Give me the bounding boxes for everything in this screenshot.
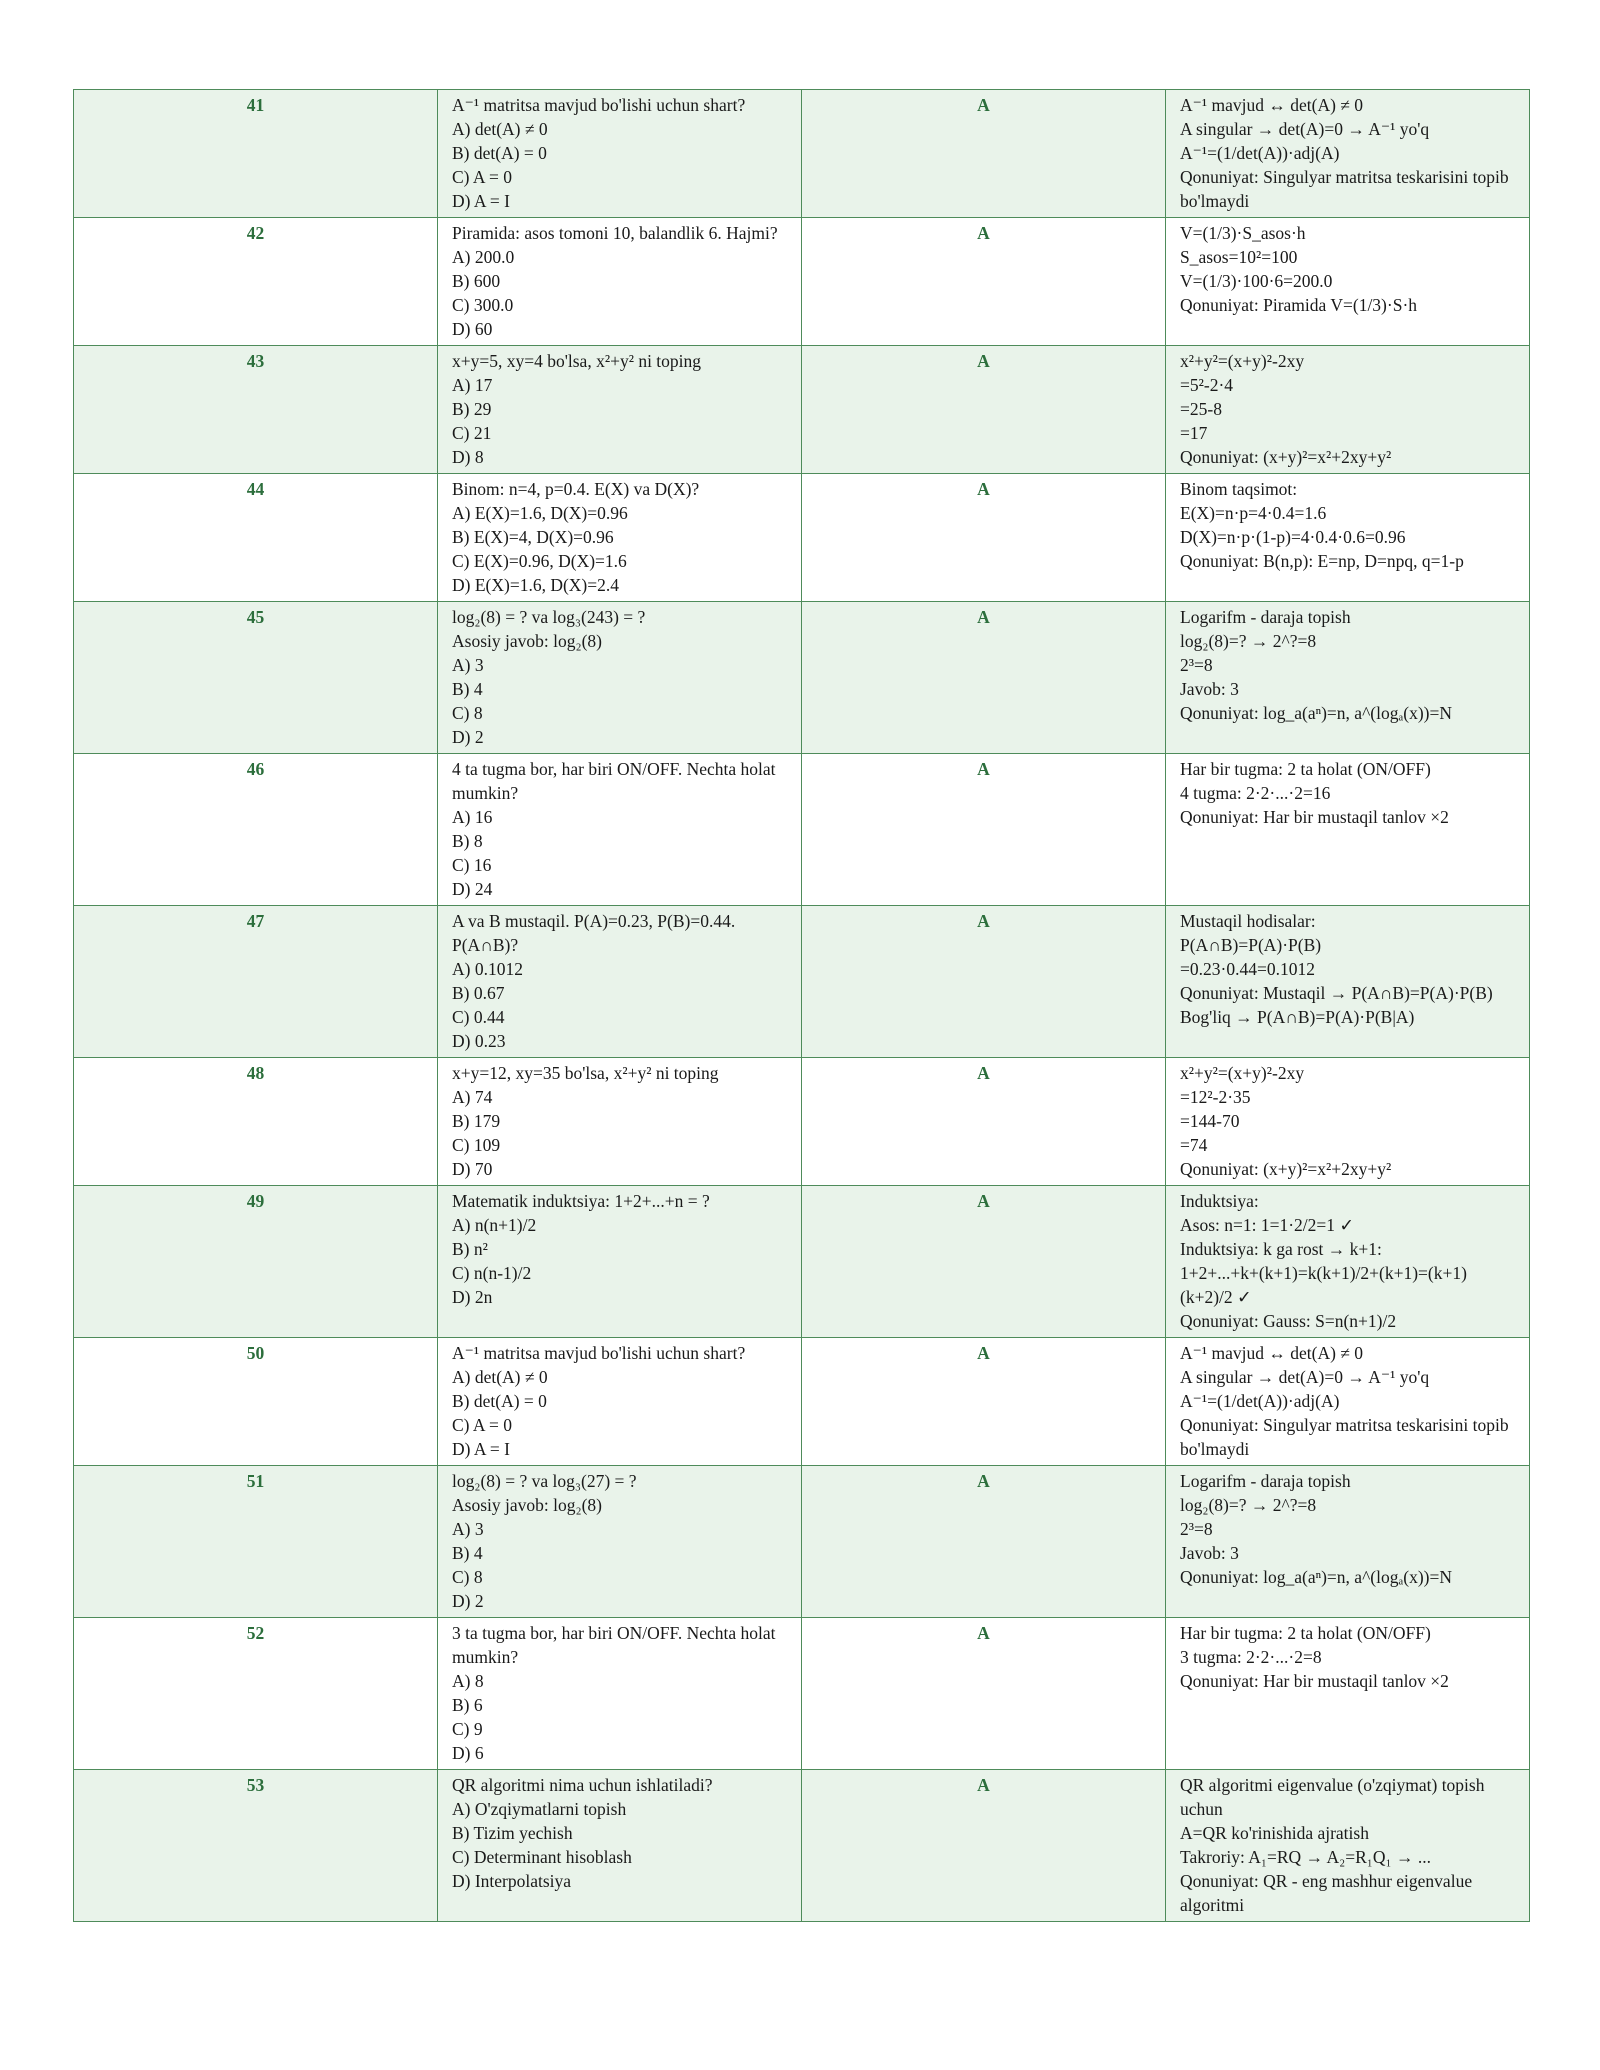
table-row — [74, 346, 1530, 474]
question-text: Piramida: asos tomoni 10, balandlik 6. Hajmi? — [452, 223, 778, 243]
answer-option: C) 0.44 — [452, 1007, 505, 1027]
question-number: 48 — [74, 1058, 438, 1186]
explanation-cell — [1166, 218, 1530, 346]
question-cell — [438, 218, 802, 346]
explanation-line: A⁻¹=(1/det(A))·adj(A) — [1180, 1391, 1340, 1411]
question-text: QR algoritmi nima uchun ishlatiladi? — [452, 1775, 713, 1795]
explanation-line: 2³=8 — [1180, 655, 1213, 675]
question-number: 47 — [74, 906, 438, 1058]
answer-option: B) 600 — [452, 271, 501, 291]
explanation-line: QR algoritmi eigenvalue (o'zqiymat) topish uchun — [1180, 1775, 1485, 1819]
question-text: log₂(8) = ? va log₃(243) = ? — [452, 607, 646, 627]
answer-letter: A — [802, 1338, 1166, 1466]
explanation-line: Takroriy: A₁=RQ → A₂=R₁Q₁ → ... — [1180, 1847, 1431, 1867]
answer-option: A) n(n+1)/2 — [452, 1215, 537, 1235]
question-number: 45 — [74, 602, 438, 754]
answer-option: B) n² — [452, 1239, 488, 1259]
question-number: 50 — [74, 1338, 438, 1466]
answer-option: D) A = I — [452, 191, 510, 211]
explanation-line: Binom taqsimot: — [1180, 479, 1298, 499]
explanation-line: 3 tugma: 2·2·...·2=8 — [1180, 1647, 1322, 1667]
question-text: A⁻¹ matritsa mavjud bo'lishi uchun shart? — [452, 1343, 746, 1363]
answer-table — [73, 89, 1530, 1922]
question-cell — [438, 474, 802, 602]
answer-option: B) det(A) = 0 — [452, 143, 547, 163]
explanation-line: A⁻¹ mavjud ↔ det(A) ≠ 0 — [1180, 95, 1364, 115]
explanation-line: x²+y²=(x+y)²-2xy — [1180, 1063, 1305, 1083]
answer-option: C) 16 — [452, 855, 492, 875]
answer-option: C) 21 — [452, 423, 492, 443]
explanation-line: Logarifm - daraja topish — [1180, 607, 1351, 627]
explanation-line: Logarifm - daraja topish — [1180, 1471, 1351, 1491]
answer-option: B) 4 — [452, 679, 483, 699]
answer-option: D) 60 — [452, 319, 493, 339]
explanation-cell — [1166, 1186, 1530, 1338]
explanation-line: A singular → det(A)=0 → A⁻¹ yo'q — [1180, 1367, 1430, 1387]
explanation-line: Har bir tugma: 2 ta holat (ON/OFF) — [1180, 759, 1431, 779]
explanation-line: =25-8 — [1180, 399, 1222, 419]
explanation-line: A⁻¹ mavjud ↔ det(A) ≠ 0 — [1180, 1343, 1364, 1363]
explanation-cell — [1166, 474, 1530, 602]
explanation-line: Qonuniyat: (x+y)²=x²+2xy+y² — [1180, 1159, 1392, 1179]
question-text: A⁻¹ matritsa mavjud bo'lishi uchun shart? — [452, 95, 746, 115]
answer-option: A) 17 — [452, 375, 493, 395]
explanation-line: Qonuniyat: log_a(aⁿ)=n, a^(logₐ(x))=N — [1180, 1567, 1452, 1587]
answer-letter: A — [802, 906, 1166, 1058]
answer-option: B) Tizim yechish — [452, 1823, 573, 1843]
explanation-line: =74 — [1180, 1135, 1208, 1155]
question-cell — [438, 1058, 802, 1186]
answer-option: C) Determinant hisoblash — [452, 1847, 632, 1867]
answer-letter: A — [802, 754, 1166, 906]
explanation-line: Qonuniyat: Gauss: S=n(n+1)/2 — [1180, 1311, 1397, 1331]
answer-option: C) n(n-1)/2 — [452, 1263, 532, 1283]
question-text: Matematik induktsiya: 1+2+...+n = ? — [452, 1191, 710, 1211]
question-number: 52 — [74, 1618, 438, 1770]
question-number: 44 — [74, 474, 438, 602]
explanation-line: Qonuniyat: (x+y)²=x²+2xy+y² — [1180, 447, 1392, 467]
explanation-line: 2³=8 — [1180, 1519, 1213, 1539]
table-row — [74, 1466, 1530, 1618]
explanation-line: Qonuniyat: QR - eng mashhur eigenvalue algoritmi — [1180, 1871, 1473, 1915]
answer-letter: A — [802, 602, 1166, 754]
question-text: x+y=5, xy=4 bo'lsa, x²+y² ni toping — [452, 351, 702, 371]
explanation-line: V=(1/3)·S_asos·h — [1180, 223, 1306, 243]
explanation-cell — [1166, 754, 1530, 906]
explanation-line: =0.23·0.44=0.1012 — [1180, 959, 1315, 979]
explanation-line: Javob: 3 — [1180, 1543, 1239, 1563]
answer-option: Asosiy javob: log₂(8) — [452, 1495, 602, 1515]
explanation-line: Qonuniyat: Har bir mustaqil tanlov ×2 — [1180, 1671, 1449, 1691]
answer-option: B) 6 — [452, 1695, 483, 1715]
question-text: Binom: n=4, p=0.4. E(X) va D(X)? — [452, 479, 700, 499]
explanation-line: Javob: 3 — [1180, 679, 1239, 699]
question-cell — [438, 1466, 802, 1618]
explanation-line: Qonuniyat: Piramida V=(1/3)·S·h — [1180, 295, 1418, 315]
answer-option: B) det(A) = 0 — [452, 1391, 547, 1411]
answer-option: D) 70 — [452, 1159, 493, 1179]
explanation-line: Induktsiya: — [1180, 1191, 1259, 1211]
explanation-line: =144-70 — [1180, 1111, 1240, 1131]
answer-option: D) 0.23 — [452, 1031, 506, 1051]
answer-option: A) 16 — [452, 807, 493, 827]
table-row — [74, 1618, 1530, 1770]
table-row — [74, 1338, 1530, 1466]
answer-option: D) A = I — [452, 1439, 510, 1459]
answer-option: B) 0.67 — [452, 983, 505, 1003]
answer-option: D) E(X)=1.6, D(X)=2.4 — [452, 575, 619, 595]
answer-option: D) 8 — [452, 447, 484, 467]
answer-option: C) 109 — [452, 1135, 501, 1155]
question-cell — [438, 602, 802, 754]
table-row — [74, 1186, 1530, 1338]
question-number: 41 — [74, 90, 438, 218]
answer-option: A) 3 — [452, 655, 484, 675]
question-text: 3 ta tugma bor, har biri ON/OFF. Nechta holat mumkin? — [452, 1623, 776, 1667]
table-row — [74, 90, 1530, 218]
answer-option: B) 4 — [452, 1543, 483, 1563]
answer-option: C) 8 — [452, 703, 483, 723]
answer-option: D) 2 — [452, 1591, 484, 1611]
explanation-line: x²+y²=(x+y)²-2xy — [1180, 351, 1305, 371]
explanation-line: Bog'liq → P(A∩B)=P(A)·P(B|A) — [1180, 1007, 1415, 1027]
question-number: 53 — [74, 1770, 438, 1922]
question-cell — [438, 346, 802, 474]
explanation-cell — [1166, 1058, 1530, 1186]
explanation-line: log₂(8)=? → 2^?=8 — [1180, 631, 1317, 651]
answer-option: C) A = 0 — [452, 167, 512, 187]
answer-option: A) det(A) ≠ 0 — [452, 1367, 548, 1387]
explanation-line: A singular → det(A)=0 → A⁻¹ yo'q — [1180, 119, 1430, 139]
answer-option: B) 179 — [452, 1111, 501, 1131]
answer-option: B) E(X)=4, D(X)=0.96 — [452, 527, 614, 547]
explanation-line: =12²-2·35 — [1180, 1087, 1251, 1107]
answer-letter: A — [802, 1618, 1166, 1770]
answer-option: D) 24 — [452, 879, 493, 899]
question-text: 4 ta tugma bor, har biri ON/OFF. Nechta holat mumkin? — [452, 759, 776, 803]
answer-option: B) 29 — [452, 399, 492, 419]
explanation-line: =17 — [1180, 423, 1208, 443]
explanation-cell — [1166, 1770, 1530, 1922]
explanation-line: E(X)=n·p=4·0.4=1.6 — [1180, 503, 1327, 523]
explanation-line: Mustaqil hodisalar: — [1180, 911, 1316, 931]
question-number: 49 — [74, 1186, 438, 1338]
table-row — [74, 754, 1530, 906]
explanation-line: =5²-2·4 — [1180, 375, 1234, 395]
answer-letter: A — [802, 1058, 1166, 1186]
question-cell — [438, 1618, 802, 1770]
explanation-line: Qonuniyat: Singulyar matritsa teskarisini topib bo'lmaydi — [1180, 167, 1509, 211]
answer-option: A) E(X)=1.6, D(X)=0.96 — [452, 503, 628, 523]
answer-letter: A — [802, 346, 1166, 474]
question-cell — [438, 1338, 802, 1466]
answer-option: A) 3 — [452, 1519, 484, 1539]
answer-option: C) 8 — [452, 1567, 483, 1587]
explanation-line: A=QR ko'rinishida ajratish — [1180, 1823, 1369, 1843]
explanation-line: Qonuniyat: B(n,p): E=np, D=npq, q=1-p — [1180, 551, 1464, 571]
table-row — [74, 474, 1530, 602]
question-cell — [438, 1770, 802, 1922]
explanation-line: P(A∩B)=P(A)·P(B) — [1180, 935, 1322, 955]
question-cell — [438, 90, 802, 218]
answer-option: Asosiy javob: log₂(8) — [452, 631, 602, 651]
answer-option: D) Interpolatsiya — [452, 1871, 572, 1891]
answer-option: A) 0.1012 — [452, 959, 523, 979]
answer-letter: A — [802, 218, 1166, 346]
explanation-line: Asos: n=1: 1=1·2/2=1 ✓ — [1180, 1215, 1355, 1235]
explanation-line: log₂(8)=? → 2^?=8 — [1180, 1495, 1317, 1515]
question-number: 42 — [74, 218, 438, 346]
explanation-cell — [1166, 602, 1530, 754]
question-cell — [438, 906, 802, 1058]
question-text: A va B mustaqil. P(A)=0.23, P(B)=0.44. P(A∩B)? — [452, 911, 736, 955]
explanation-cell — [1166, 90, 1530, 218]
explanation-cell — [1166, 906, 1530, 1058]
answer-option: A) 200.0 — [452, 247, 515, 267]
explanation-line: Qonuniyat: Har bir mustaqil tanlov ×2 — [1180, 807, 1449, 827]
explanation-line: D(X)=n·p·(1-p)=4·0.4·0.6=0.96 — [1180, 527, 1406, 547]
answer-option: C) 9 — [452, 1719, 483, 1739]
question-number: 51 — [74, 1466, 438, 1618]
explanation-line: V=(1/3)·100·6=200.0 — [1180, 271, 1333, 291]
answer-option: A) O'zqiymatlarni topish — [452, 1799, 627, 1819]
answer-letter: A — [802, 1186, 1166, 1338]
answer-option: C) 300.0 — [452, 295, 514, 315]
question-number: 43 — [74, 346, 438, 474]
explanation-line: S_asos=10²=100 — [1180, 247, 1298, 267]
explanation-line: Qonuniyat: log_a(aⁿ)=n, a^(logₐ(x))=N — [1180, 703, 1452, 723]
answer-option: D) 2n — [452, 1287, 493, 1307]
table-row — [74, 1058, 1530, 1186]
answer-letter: A — [802, 1770, 1166, 1922]
explanation-line: Qonuniyat: Singulyar matritsa teskarisini topib bo'lmaydi — [1180, 1415, 1509, 1459]
question-text: log₂(8) = ? va log₃(27) = ? — [452, 1471, 637, 1491]
question-cell — [438, 1186, 802, 1338]
table-row — [74, 906, 1530, 1058]
question-number: 46 — [74, 754, 438, 906]
explanation-cell — [1166, 1338, 1530, 1466]
question-text: x+y=12, xy=35 bo'lsa, x²+y² ni toping — [452, 1063, 719, 1083]
explanation-cell — [1166, 1466, 1530, 1618]
answer-option: D) 2 — [452, 727, 484, 747]
explanation-cell — [1166, 346, 1530, 474]
answer-letter: A — [802, 1466, 1166, 1618]
explanation-line: Har bir tugma: 2 ta holat (ON/OFF) — [1180, 1623, 1431, 1643]
explanation-line: Induktsiya: k ga rost → k+1: — [1180, 1239, 1382, 1259]
answer-letter: A — [802, 474, 1166, 602]
answer-option: C) A = 0 — [452, 1415, 512, 1435]
explanation-line: 1+2+...+k+(k+1)=k(k+1)/2+(k+1)=(k+1)(k+2)/2 ✓ — [1180, 1263, 1467, 1307]
table-row — [74, 602, 1530, 754]
explanation-line: A⁻¹=(1/det(A))·adj(A) — [1180, 143, 1340, 163]
question-cell — [438, 754, 802, 906]
answer-option: C) E(X)=0.96, D(X)=1.6 — [452, 551, 627, 571]
answer-option: B) 8 — [452, 831, 483, 851]
table-row — [74, 1770, 1530, 1922]
answer-option: A) det(A) ≠ 0 — [452, 119, 548, 139]
answer-table-body — [74, 90, 1530, 1922]
explanation-cell — [1166, 1618, 1530, 1770]
answer-option: A) 74 — [452, 1087, 493, 1107]
answer-option: A) 8 — [452, 1671, 484, 1691]
table-row — [74, 218, 1530, 346]
answer-option: D) 6 — [452, 1743, 484, 1763]
answer-letter: A — [802, 90, 1166, 218]
explanation-line: 4 tugma: 2·2·...·2=16 — [1180, 783, 1331, 803]
explanation-line: Qonuniyat: Mustaqil → P(A∩B)=P(A)·P(B) — [1180, 983, 1493, 1003]
